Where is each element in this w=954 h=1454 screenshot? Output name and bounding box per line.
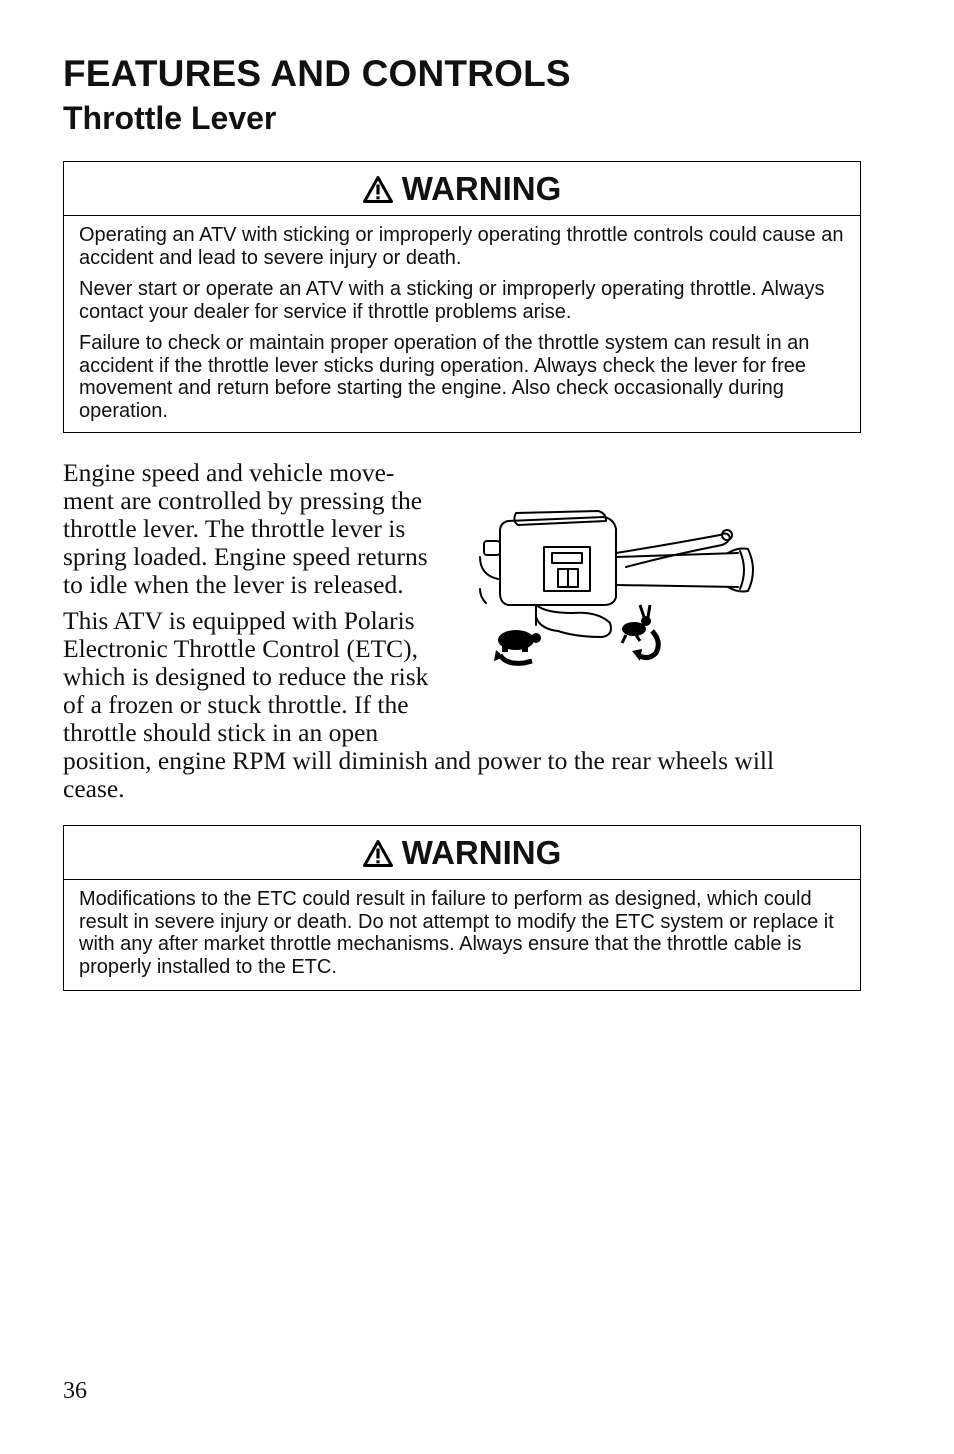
text-line: which is designed to reduce the risk bbox=[63, 662, 429, 691]
body-paragraph-1 bbox=[63, 459, 428, 599]
text-line: spring loaded. Engine speed returns bbox=[63, 542, 428, 571]
text-line: of a frozen or stuck throttle. If the bbox=[63, 690, 409, 719]
text-line: This ATV is equipped with Polaris bbox=[63, 606, 415, 635]
warning-triangle-icon bbox=[363, 176, 393, 203]
warning-paragraph: Modifications to the ETC could result in failure to perform as designed, which could result in severe injury or death. Do not attempt to modify the ETC system or replace it with any after market throttle mechanisms. Always ensure that the throttle cable is properly installed to the ETC. bbox=[79, 888, 834, 978]
warning-paragraph: Failure to check or maintain proper operation of the throttle system can result in an accident if the throttle lever sticks during operation. Always check the lever for free movement and return before starting the engine. Also check occasionally during operation. bbox=[79, 332, 810, 422]
warning-label: WARNING bbox=[401, 169, 562, 207]
warning-triangle-icon bbox=[363, 840, 393, 867]
text-line: position, engine RPM will diminish and power to the rear wheels will bbox=[63, 746, 775, 775]
section-title: FEATURES AND CONTROLS bbox=[63, 53, 571, 94]
warning-box-throttle bbox=[63, 161, 861, 433]
warning-paragraph: Never start or operate an ATV with a sticking or improperly operating throttle. Always contact your dealer for service if throttle problems arise. bbox=[79, 278, 825, 323]
text-line: cease. bbox=[63, 774, 125, 803]
text-line: Electronic Throttle Control (ETC), bbox=[63, 634, 419, 663]
warning-header bbox=[64, 826, 860, 880]
text-line: ment are controlled by pressing the bbox=[63, 486, 423, 515]
warning-header bbox=[64, 162, 860, 216]
throttle-lever-illustration bbox=[476, 505, 766, 680]
text-line: Engine speed and vehicle move- bbox=[63, 458, 395, 487]
page-number: 36 bbox=[63, 1378, 87, 1404]
warning-body bbox=[64, 216, 860, 432]
subsection-title: Throttle Lever bbox=[63, 100, 277, 136]
turtle-icon bbox=[494, 630, 541, 663]
text-line: throttle should stick in an open bbox=[63, 718, 379, 747]
rabbit-icon bbox=[622, 605, 658, 661]
text-line: throttle lever. The throttle lever is bbox=[63, 514, 406, 543]
text-line: to idle when the lever is released. bbox=[63, 570, 404, 599]
warning-label: WARNING bbox=[401, 833, 562, 871]
warning-paragraph: Operating an ATV with sticking or improperly operating throttle controls could cause an accident and lead to severe injury or death. bbox=[79, 224, 844, 269]
warning-body bbox=[64, 880, 860, 988]
warning-box-etc bbox=[63, 825, 861, 991]
